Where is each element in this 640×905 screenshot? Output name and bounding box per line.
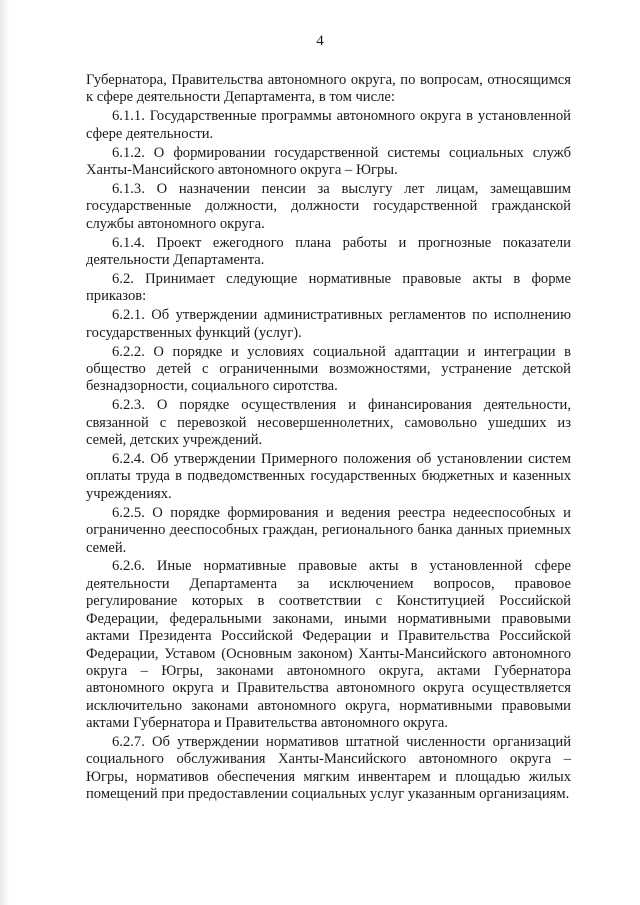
paragraph-continuation: Губернатора, Правительства автономного округа, по вопросам, относящимся к сфере деятельности Департамента, в том числе: (86, 72, 571, 106)
paragraph-6-2: 6.2. Принимает следующие нормативные правовые акты в форме приказов: (86, 270, 571, 305)
paragraph-6-2-3: 6.2.3. О порядке осуществления и финансирования деятельности, связанной с перевозкой несовершеннолетних, самовольно ушедших из семей, детских учреждений. (86, 397, 571, 449)
scan-edge-shadow (0, 0, 10, 905)
paragraph-6-1-2: 6.1.2. О формировании государственной системы социальных служб Ханты-Мансийского автономного округа – Югры. (86, 144, 571, 179)
document-body (86, 72, 571, 805)
paragraph-6-1-4: 6.1.4. Проект ежегодного плана работы и прогнозные показатели деятельности Департамента. (86, 234, 571, 269)
paragraph-6-2-5: 6.2.5. О порядке формирования и ведения реестра недееспособных и ограниченно дееспособных граждан, регионального банка данных приемных семей. (86, 504, 571, 556)
paragraph-6-1-1: 6.1.1. Государственные программы автономного округа в установленной сфере деятельности. (86, 108, 571, 142)
paragraph-6-2-7: 6.2.7. Об утверждении нормативов штатной численности организаций социального обслуживания Ханты-Мансийского автономного округа – Югры, нормативов обеспечения мягким инвентарем и площадью жилых помещений при предоставлении социальных услуг указанным организациям. (86, 734, 571, 803)
page-number: 4 (316, 33, 324, 49)
paragraph-6-2-6: 6.2.6. Иные нормативные правовые акты в установленной сфере деятельности Департамента за исключением вопросов, правовое регулирование которых в соответствии с Конституцией Российской Федерации, федеральными законами, иными нормативными правовыми актами Президента Российской Федерации и Правительства Российской Федерации, Уставом (Основным законом) Ханты-Мансийского автономного округа – Югры, законами автономного округа, актами Губернатора автономного округа и Правительства автономного округа осуществляется исключительно законами автономного округа, нормативными правовыми актами Губернатора и Правительства автономного округа. (86, 558, 571, 732)
paragraph-6-1-3: 6.1.3. О назначении пенсии за выслугу лет лицам, замещавшим государственные должности, должности государственной гражданской службы автономного округа. (86, 180, 571, 232)
paragraph-6-2-4: 6.2.4. Об утверждении Примерного положения об установлении систем оплаты труда в подведомственных государственных бюджетных и казенных учреждениях. (86, 451, 571, 502)
paragraph-6-2-1: 6.2.1. Об утверждении административных регламентов по исполнению государственных функций (услуг). (86, 307, 571, 341)
paragraph-6-2-2: 6.2.2. О порядке и условиях социальной адаптации и интеграции в общество детей с ограниченными возможностями, устранение детской безнадзорности, социального сиротства. (86, 343, 571, 395)
